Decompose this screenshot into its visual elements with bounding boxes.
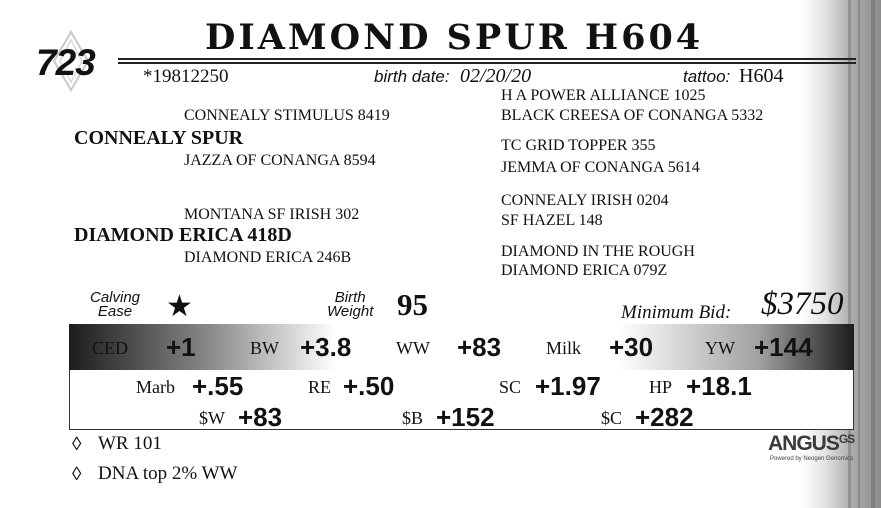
pedigree-sire-sire: CONNEALY STIMULUS 8419 — [184, 107, 390, 124]
side-texture-stripe — [871, 0, 875, 508]
epd-label-ced: CED — [92, 338, 128, 358]
epd-value-bw: +3.8 — [300, 332, 352, 362]
pedigree-ggp: H A POWER ALLIANCE 1025 — [501, 87, 706, 104]
pedigree-ggp: DIAMOND ERICA 079Z — [501, 262, 668, 279]
calving-ease-label: Calving Ease — [90, 289, 141, 320]
epd-label-marb: Marb — [136, 377, 175, 397]
note-bullet-icon: ◊ — [72, 464, 82, 485]
epd-value-c-dollar: +282 — [635, 402, 694, 432]
pedigree-ggp: JEMMA OF CONANGA 5614 — [501, 159, 700, 176]
epd-label-yw: YW — [705, 338, 735, 358]
epd-label-ww: WW — [396, 338, 430, 358]
epd-label-hp: HP — [649, 377, 673, 397]
epd-value-ww: +83 — [457, 332, 502, 362]
pedigree-dam-dam: DIAMOND ERICA 246B — [184, 249, 352, 266]
epd-value-ced: +1 — [166, 332, 196, 362]
epd-value-b-dollar: +152 — [436, 402, 495, 432]
epd-value-w-dollar: +83 — [238, 402, 283, 432]
epd-value-milk: +30 — [609, 332, 654, 362]
pedigree-dam: DIAMOND ERICA 418D — [74, 224, 292, 246]
title-divider — [118, 58, 856, 60]
epd-label-c-dollar: $C — [601, 408, 623, 428]
epd-value-re: +.50 — [343, 371, 395, 401]
minimum-bid-value: $3750 — [761, 286, 844, 322]
epd-value-hp: +18.1 — [686, 371, 752, 401]
epd-label-re: RE — [308, 377, 332, 397]
side-texture-stripe — [858, 0, 860, 508]
lot-number: 723 — [36, 42, 95, 83]
minimum-bid-label: Minimum Bid: — [621, 302, 732, 323]
pedigree-sire-dam: JAZZA OF CONANGA 8594 — [184, 152, 376, 169]
note-text: DNA top 2% WW — [98, 463, 238, 484]
epd-label-bw: BW — [250, 338, 279, 358]
epd-value-sc: +1.97 — [535, 371, 601, 401]
pedigree-ggp: SF HAZEL 148 — [501, 212, 603, 229]
registration-number: *19812250 — [143, 66, 229, 87]
epd-label-w-dollar: $W — [199, 408, 225, 428]
star-icon: ★ — [166, 290, 193, 323]
epd-value-marb: +.55 — [192, 371, 244, 401]
angus-gs-logo-tagline: Powered by Neogen Genomics — [770, 456, 854, 462]
epd-label-milk: Milk — [546, 338, 582, 358]
birth-date-value: 02/20/20 — [460, 65, 532, 87]
angus-gs-logo: $ANGUS^{GS}$ — [768, 432, 855, 455]
birth-weight-value: 95 — [397, 287, 428, 322]
title-divider — [118, 62, 856, 64]
note-text: WR 101 — [98, 433, 162, 454]
pedigree-dam-sire: MONTANA SF IRISH 302 — [184, 206, 360, 223]
tattoo-value: H604 — [739, 65, 784, 87]
tattoo-label: tattoo: — [683, 67, 731, 86]
epd-label-b-dollar: $B — [402, 408, 424, 428]
pedigree-ggp: CONNEALY IRISH 0204 — [501, 192, 669, 209]
pedigree-ggp: TC GRID TOPPER 355 — [501, 137, 656, 154]
epd-value-yw: +144 — [754, 332, 813, 362]
birth-date-label: birth date: — [374, 67, 450, 86]
note-bullet-icon: ◊ — [72, 434, 82, 455]
animal-name-title: DIAMOND SPUR H604 — [205, 17, 704, 58]
epd-label-sc: SC — [499, 377, 522, 397]
pedigree-ggp: BLACK CREESA OF CONANGA 5332 — [501, 107, 764, 124]
pedigree-ggp: DIAMOND IN THE ROUGH — [501, 243, 695, 260]
birth-weight-label: Birth Weight — [327, 289, 374, 320]
pedigree-sire: CONNEALY SPUR — [74, 127, 244, 149]
